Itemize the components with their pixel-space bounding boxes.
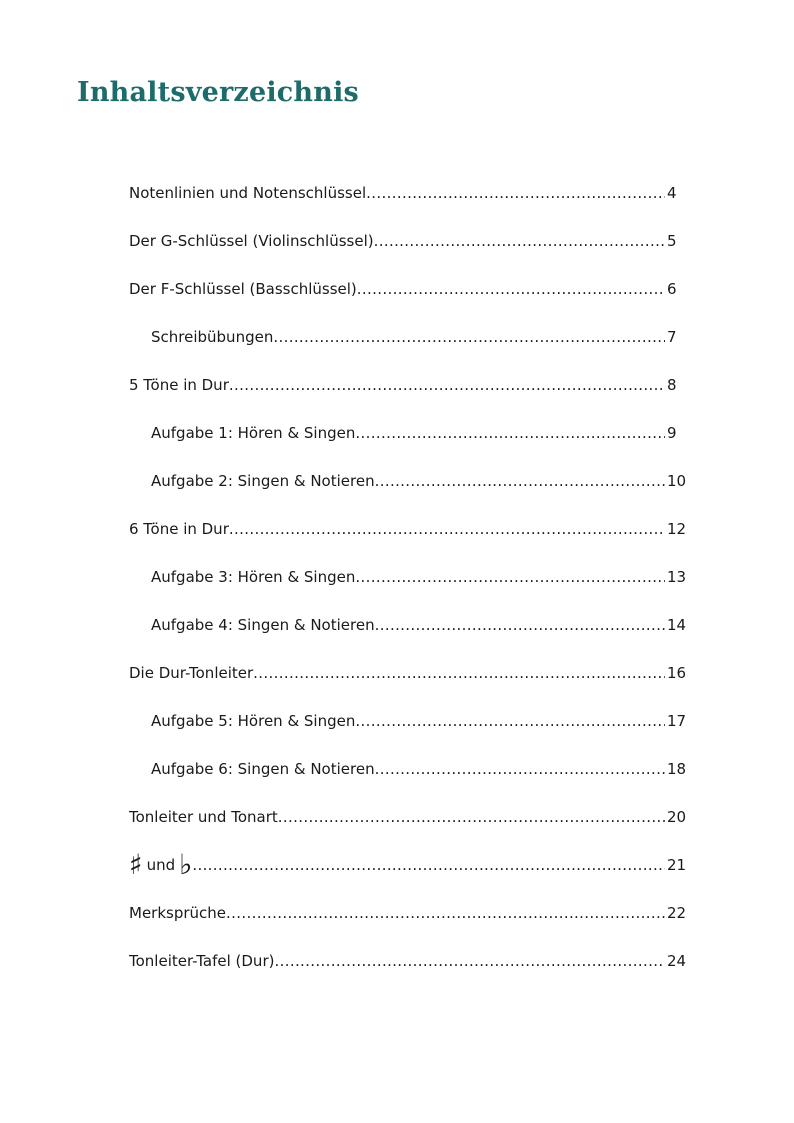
toc-page-number: 22 [667,904,687,922]
toc-entry-label: Der F-Schlüssel (Basschlüssel) [129,280,357,298]
toc-leader [375,608,665,642]
toc-page-number: 18 [667,760,687,778]
toc-entry-label: Aufgabe 1: Hören & Singen [151,424,356,442]
toc-subentry[interactable] [129,608,689,656]
toc-leader [274,944,665,978]
toc-page-number: 17 [667,712,687,730]
toc-leader [375,752,665,786]
toc-entry[interactable] [129,368,689,416]
toc-page-number: 14 [667,616,687,634]
toc-entry-label: Aufgabe 3: Hören & Singen [151,568,356,586]
toc-leader [355,560,665,594]
toc-page-number: 9 [667,424,677,442]
flat-icon: ♭ [179,848,193,881]
toc-page-number: 10 [667,472,687,490]
toc-entry-label: Notenlinien und Notenschlüssel [129,184,367,202]
toc-entry[interactable] [129,800,689,848]
table-of-contents [129,176,689,992]
toc-leader [273,320,665,354]
toc-page-number: 7 [667,328,677,346]
toc-subentry[interactable] [129,320,689,368]
toc-leader [355,704,665,738]
toc-entry-label: Tonleiter-Tafel (Dur) [129,952,275,970]
toc-entry-label: 5 Töne in Dur [129,376,229,394]
toc-leader [374,224,665,258]
toc-subentry[interactable] [129,752,689,800]
toc-entry[interactable] [129,944,689,992]
toc-leader [229,512,665,546]
toc-entry-label: Aufgabe 5: Hören & Singen [151,712,356,730]
toc-page-number: 20 [667,808,687,826]
toc-page-number: 13 [667,568,687,586]
toc-entry-label-und: und [146,856,176,874]
toc-entry[interactable] [129,224,689,272]
toc-entry-label: Die Dur-Tonleiter [129,664,254,682]
toc-leader [357,272,665,306]
toc-leader [229,368,665,402]
sharp-icon: ♯ [129,848,143,881]
toc-leader [355,416,665,450]
toc-entry[interactable] [129,272,689,320]
toc-page-number: 24 [667,952,687,970]
toc-page-number: 21 [667,856,687,874]
toc-subentry[interactable] [129,416,689,464]
toc-entry-label: Der G-Schlüssel (Violinschlüssel) [129,232,374,250]
toc-page-number: 5 [667,232,677,250]
toc-page-number: 12 [667,520,687,538]
toc-leader [278,800,665,834]
toc-leader [192,848,665,882]
toc-subentry[interactable] [129,704,689,752]
toc-entry-label: Aufgabe 2: Singen & Notieren [151,472,375,490]
page-title: Inhaltsverzeichnis [77,77,359,108]
toc-page-number: 16 [667,664,687,682]
toc-leader [226,896,665,930]
toc-subentry[interactable] [129,464,689,512]
toc-entry-label: 6 Töne in Dur [129,520,229,538]
toc-page-number: 6 [667,280,677,298]
toc-entry-label [129,848,192,882]
toc-subentry[interactable] [129,560,689,608]
toc-leader [375,464,665,498]
toc-entry[interactable] [129,848,689,896]
toc-entry[interactable] [129,512,689,560]
toc-page-number: 8 [667,376,677,394]
toc-leader [253,656,665,690]
toc-entry[interactable] [129,896,689,944]
toc-entry-label: Tonleiter und Tonart [129,808,278,826]
toc-page-number: 4 [667,184,677,202]
toc-entry-label: Merksprüche [129,904,227,922]
toc-entry-label: Schreibübungen [151,328,274,346]
toc-entry-label: Aufgabe 6: Singen & Notieren [151,760,375,778]
toc-entry[interactable] [129,656,689,704]
toc-leader [366,176,665,210]
toc-entry[interactable] [129,176,689,224]
toc-entry-label: Aufgabe 4: Singen & Notieren [151,616,375,634]
